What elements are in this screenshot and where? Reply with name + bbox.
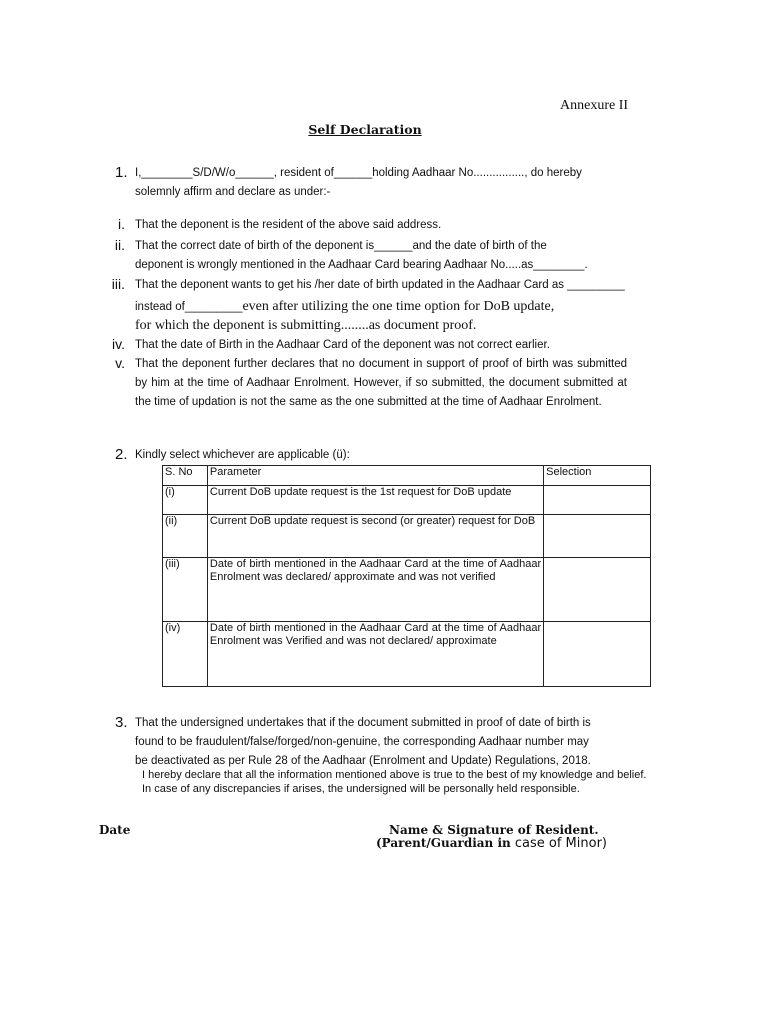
row-parameter: Date of birth mentioned in the Aadhaar Card at the time of Aadhaar Enrolment was Verified and was not declared/ approximate bbox=[207, 622, 543, 687]
item-ii-line-1: That the correct date of birth of the deponent is______and the date of birth of the bbox=[135, 240, 547, 252]
row-parameter: Current DoB update request is the 1st request for DoB update bbox=[207, 486, 543, 515]
table-row bbox=[163, 486, 651, 515]
page-title: Self Declaration bbox=[308, 122, 422, 137]
item-iv-numeral: iv. bbox=[112, 336, 125, 352]
item-iii-numeral: iii. bbox=[111, 276, 125, 292]
section-1-number: 1. bbox=[115, 164, 128, 181]
signature-label: Name & Signature of Resident. bbox=[389, 823, 599, 837]
row-parameter: Date of birth mentioned in the Aadhaar Card at the time of Aadhaar Enrolment was declared/ approximate and was not verified bbox=[207, 558, 543, 622]
section-3-line-1: That the undersigned undertakes that if the document submitted in proof of date of birth is bbox=[135, 717, 591, 729]
section-1-line-2: solemnly affirm and declare as under:- bbox=[135, 186, 331, 198]
table-row bbox=[163, 558, 651, 622]
section-2-intro: Kindly select whichever are applicable (ü): bbox=[135, 449, 350, 461]
applicability-table bbox=[162, 465, 651, 687]
item-i-text: That the deponent is the resident of the above said address. bbox=[135, 219, 442, 231]
item-ii-line-2: deponent is wrongly mentioned in the Aadhaar Card bearing Aadhaar No.....as________. bbox=[135, 259, 588, 271]
section-3-line-2: found to be fraudulent/false/forged/non-genuine, the corresponding Aadhaar number may bbox=[135, 736, 589, 748]
table-row bbox=[163, 515, 651, 558]
item-ii-text bbox=[135, 237, 655, 275]
declaration-text: I hereby declare that all the information mentioned above is true to the best of my knowledge and belief. In case of any discrepancies if arises, the undersigned will be personally held responsible. bbox=[142, 769, 647, 795]
item-v-numeral: v. bbox=[115, 355, 125, 371]
table-row bbox=[163, 622, 651, 687]
row-selection-cell[interactable] bbox=[544, 486, 651, 515]
section-3-line-3: be deactivated as per Rule 28 of the Aadhaar (Enrolment and Update) Regulations, 2018. bbox=[135, 755, 591, 767]
row-sno: (iv) bbox=[163, 622, 208, 687]
item-iii-line-1: That the deponent wants to get his /her date of birth updated in the Aadhaar Card as _________ bbox=[135, 279, 625, 291]
section-3-text bbox=[135, 714, 665, 771]
guardian-label-bold: (Parent/Guardian in bbox=[376, 836, 511, 850]
item-v-text: That the deponent further declares that no document in support of proof of birth was submitted by him at the time of Aadhaar Enrolment. However, if so submitted, the document submitted at the time of updation is not the same as the one submitted at the time of Aadhaar Enrolment. bbox=[135, 358, 627, 408]
guardian-label bbox=[376, 836, 607, 851]
section-1-text bbox=[135, 164, 655, 202]
section-2-number: 2. bbox=[115, 446, 128, 463]
row-selection-cell[interactable] bbox=[544, 515, 651, 558]
row-sno: (ii) bbox=[163, 515, 208, 558]
item-iii-line-2 bbox=[135, 296, 665, 317]
row-sno: (iii) bbox=[163, 558, 208, 622]
header-selection: Selection bbox=[544, 466, 651, 486]
section-3-number: 3. bbox=[115, 714, 128, 731]
row-parameter: Current DoB update request is second (or greater) request for DoB bbox=[207, 515, 543, 558]
annexure-label: Annexure II bbox=[560, 98, 629, 113]
item-ii-numeral: ii. bbox=[114, 237, 125, 253]
header-sno: S. No bbox=[163, 466, 208, 486]
section-1-line-1: I,________S/D/W/o______, resident of______holding Aadhaar No................, do hereby bbox=[135, 167, 582, 179]
item-iii-line-3: for which the deponent is submitting........as document proof. bbox=[135, 318, 477, 333]
item-iv-text: That the date of Birth in the Aadhaar Card of the deponent was not correct earlier. bbox=[135, 339, 550, 351]
row-selection-cell[interactable] bbox=[544, 558, 651, 622]
date-label: Date bbox=[99, 823, 131, 837]
row-sno: (i) bbox=[163, 486, 208, 515]
item-i-numeral: i. bbox=[118, 216, 125, 232]
header-parameter: Parameter bbox=[207, 466, 543, 486]
row-selection-cell[interactable] bbox=[544, 622, 651, 687]
item-iii-line-2-prefix: instead of_________ bbox=[135, 301, 243, 313]
guardian-label-plain: case of Minor) bbox=[510, 836, 607, 851]
table-header-row bbox=[163, 466, 651, 486]
item-iii-line-2-suffix: even after utilizing the one time option for DoB update, bbox=[242, 299, 555, 314]
